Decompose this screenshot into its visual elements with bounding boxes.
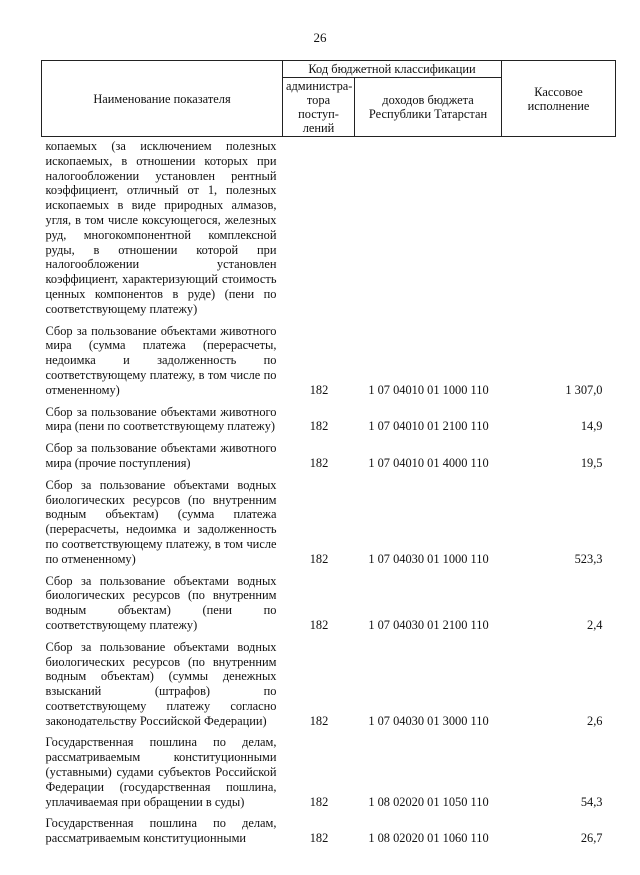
row-income-code: 1 07 04030 01 1000 110	[368, 551, 489, 566]
row-name: Сбор за пользование объектами животного мира (пени по соответствующему платежу)	[45, 404, 277, 434]
row-income-code: 1 07 04010 01 2100 110	[368, 419, 489, 434]
row-income-code: 1 07 04030 01 3000 110	[368, 713, 489, 728]
header-income: доходов бюджета Республики Татарстан	[355, 78, 502, 137]
table-header	[42, 61, 616, 137]
row-admin-code: 182	[309, 382, 329, 397]
row-admin-code: 182	[309, 455, 329, 470]
row-name: Сбор за пользование объектами водных биологических ресурсов (по внутренним водным объектам) (пени по соответствующему платежу)	[45, 573, 277, 632]
row-sum: 19,5	[580, 455, 603, 470]
row-name: копаемых (за исключением полезных ископаемых, в отношении которых при налогообложении установлен рентный коэффициент, отличный от 1, полезных ископаемых в виде природных алмазов, угля, в том числе коксующегося, железных руд, многокомпонентной комплексной руды, в отношении которой при налогообложении установлен коэффициент, характеризующий стоимость ценных компонентов в руде) (пени по соответствующему платежу)	[45, 139, 277, 316]
row-admin-code: 182	[309, 419, 329, 434]
row-income-code: 1 07 04010 01 1000 110	[368, 382, 489, 397]
row-name: Государственная пошлина по делам, рассматриваемым конституционными	[45, 816, 277, 846]
table-row	[42, 568, 616, 634]
table-row	[42, 399, 616, 436]
row-sum	[502, 137, 616, 318]
row-admin-code	[283, 137, 355, 318]
row-name: Сбор за пользование объектами животного мира (прочие поступления)	[45, 441, 277, 470]
row-sum: 523,3	[574, 551, 603, 566]
row-name: Сбор за пользование объектами животного мира (сумма платежа (перерасчеты, недоимка и задолженность по соответствующему платежу, в том числе по отмененному)	[45, 323, 277, 397]
header-admin: администра-тора поступ-лений	[283, 78, 355, 137]
table-row	[42, 472, 616, 568]
row-sum: 54,3	[580, 794, 603, 809]
table-row	[42, 435, 616, 472]
table-row	[42, 634, 616, 730]
row-income-code: 1 08 02020 01 1060 110	[368, 831, 489, 846]
row-admin-code: 182	[309, 794, 329, 809]
row-admin-code: 182	[309, 617, 329, 632]
row-income-code: 1 08 02020 01 1050 110	[368, 794, 489, 809]
row-income-code: 1 07 04030 01 2100 110	[368, 617, 489, 632]
row-name: Сбор за пользование объектами водных биологических ресурсов (по внутренним водным объектам) (суммы денежных взысканий (штрафов) по соответствующему платежу согласно законодательству Российской Федерации)	[45, 639, 277, 728]
page-number: 26	[313, 30, 327, 45]
row-name: Сбор за пользование объектами водных биологических ресурсов (по внутренним водным объектам) (сумма платежа (перерасчеты, недоимка и задолженность по соответствующему платежу, в том числе по отмененному)	[45, 477, 277, 566]
header-name: Наименование показателя	[42, 61, 283, 137]
table-row	[42, 729, 616, 810]
row-admin-code: 182	[309, 831, 329, 846]
row-admin-code: 182	[309, 713, 329, 728]
row-name: Государственная пошлина по делам, рассматриваемым конституционными (уставными) судами субъектов Российской Федерации (государственная пошлина, уплачиваемая при обращении в суды)	[45, 735, 277, 809]
budget-table	[41, 60, 616, 847]
row-sum: 2,4	[587, 617, 603, 632]
row-sum: 2,6	[587, 713, 603, 728]
row-sum: 26,7	[580, 831, 603, 846]
row-income-code	[355, 137, 502, 318]
table-row	[42, 810, 616, 847]
table-row	[42, 137, 616, 318]
header-code-group: Код бюджетной классификации	[283, 61, 502, 78]
row-admin-code: 182	[309, 551, 329, 566]
row-sum: 14,9	[580, 419, 603, 434]
row-income-code: 1 07 04010 01 4000 110	[368, 455, 489, 470]
table-row	[42, 318, 616, 399]
row-sum: 1 307,0	[565, 382, 603, 397]
header-sum: Кассовое исполнение	[502, 61, 616, 137]
